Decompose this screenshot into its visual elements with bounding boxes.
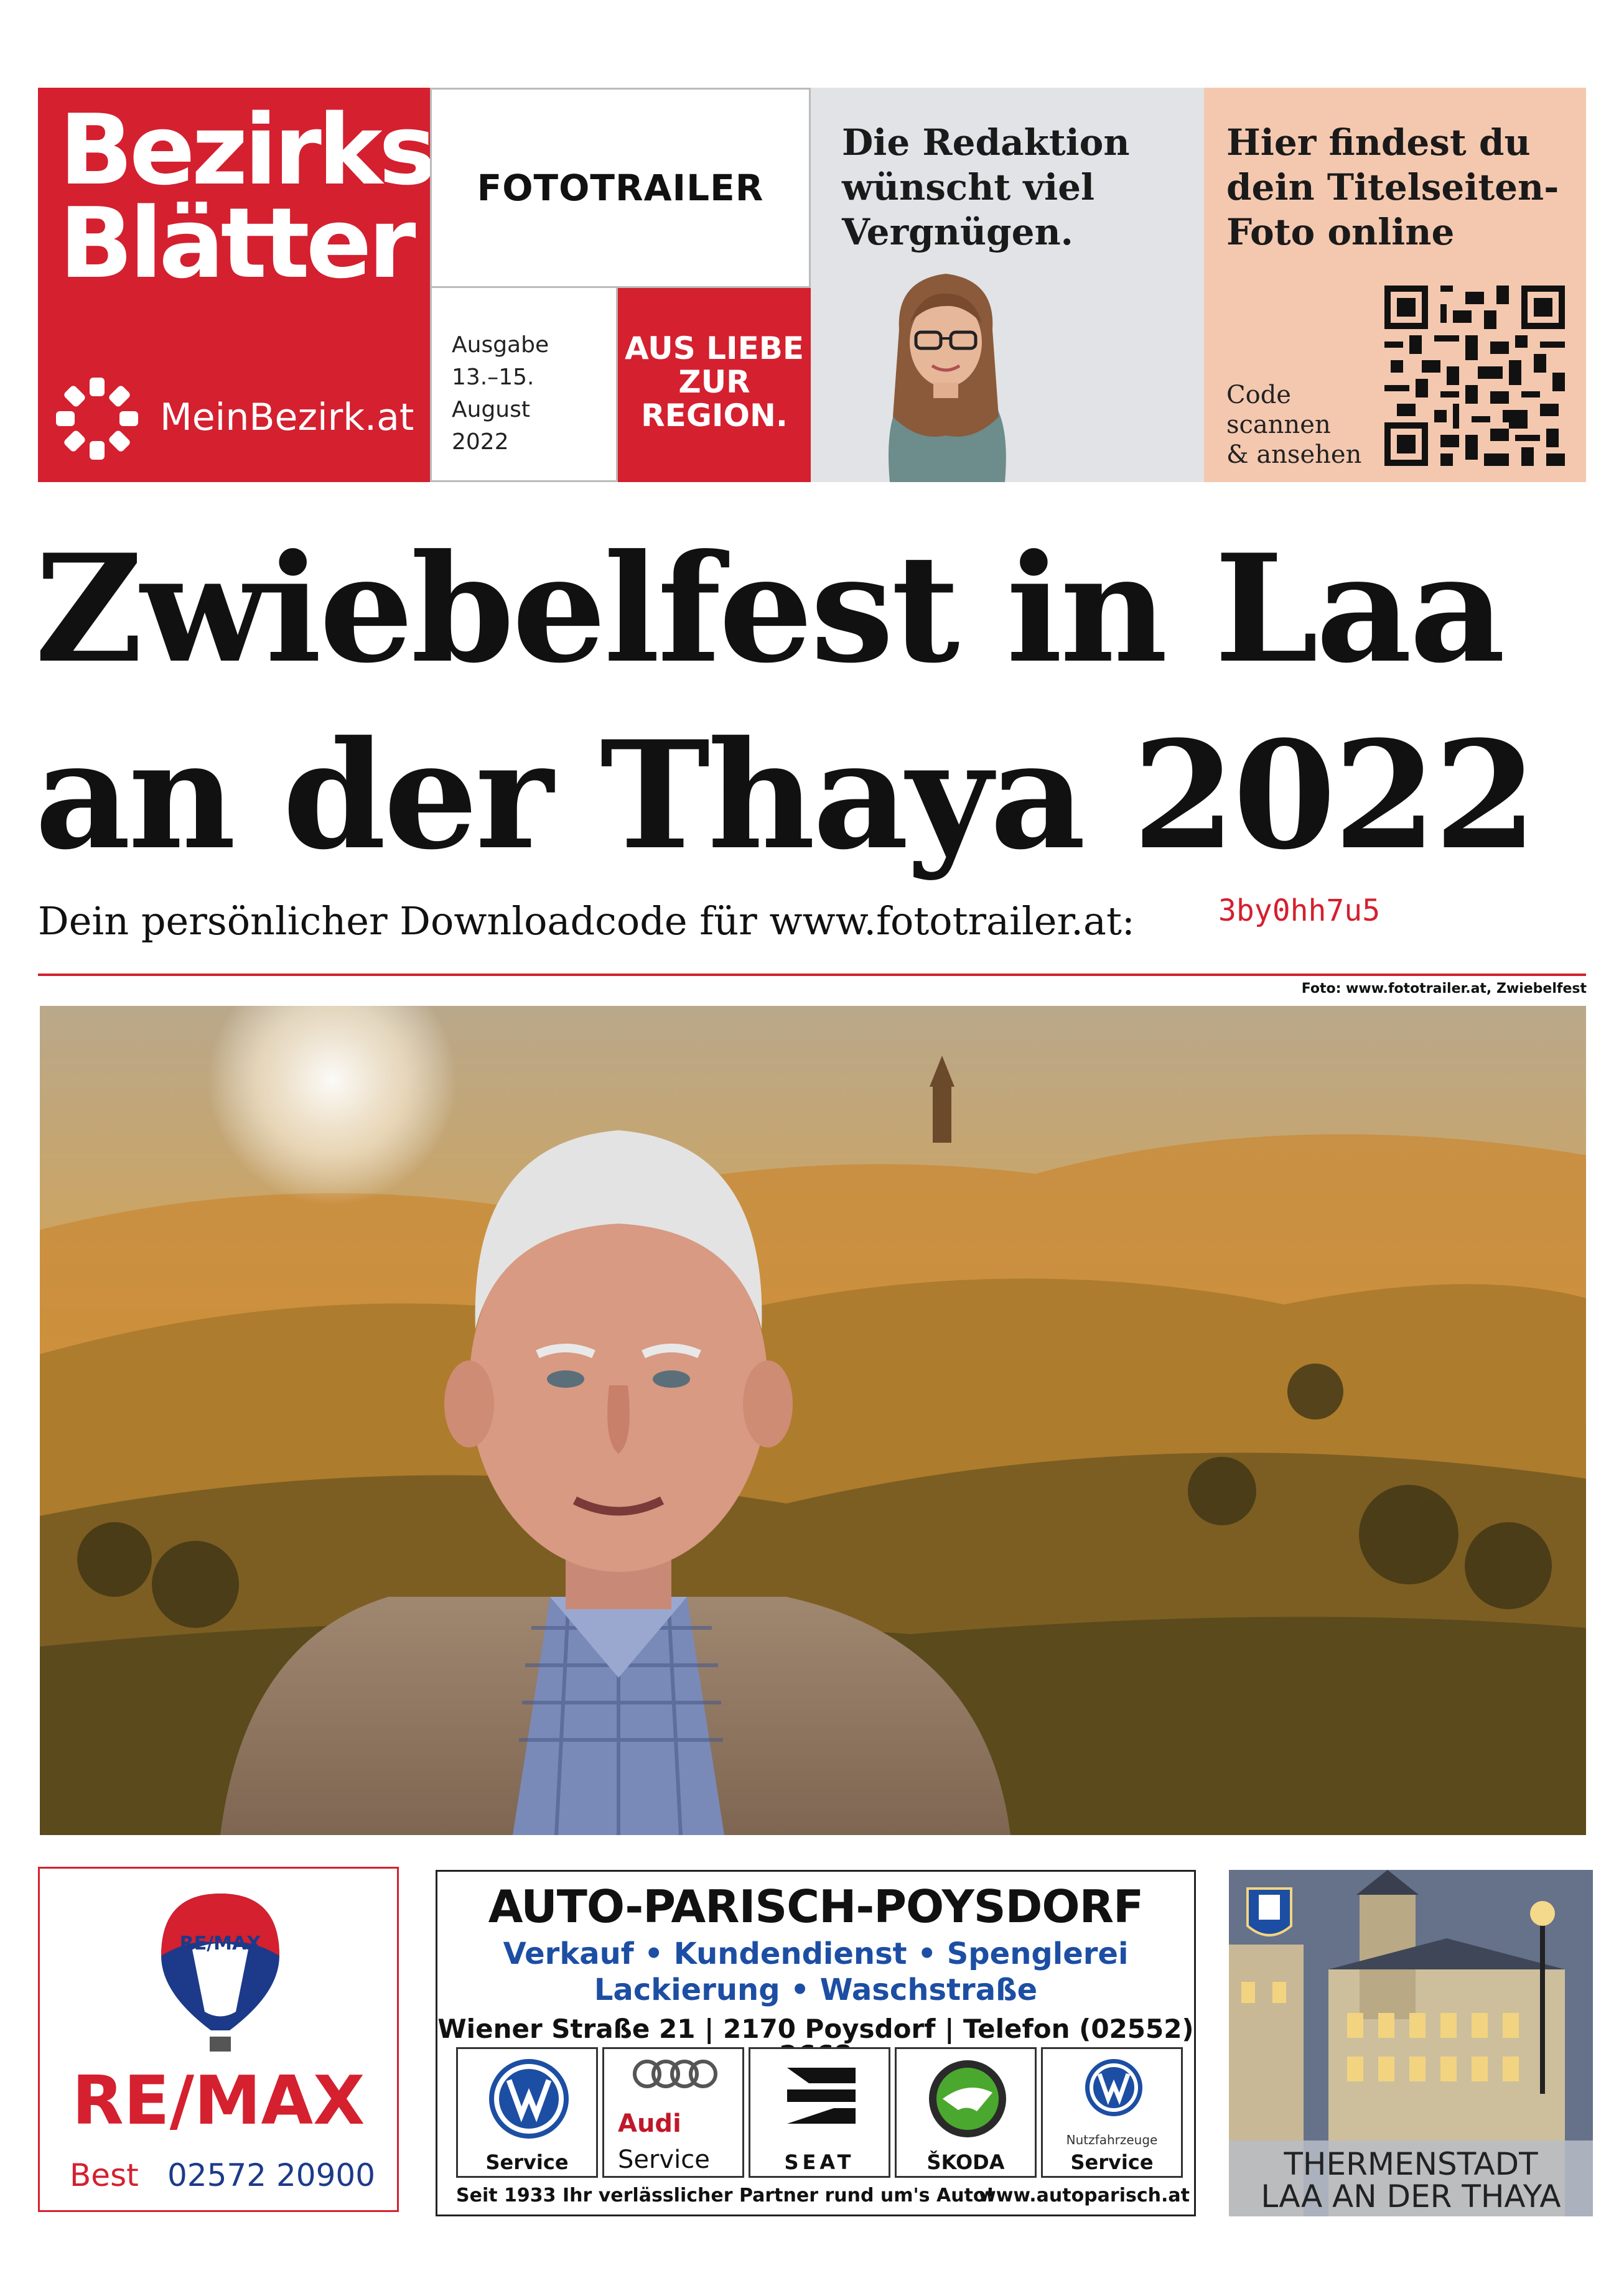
thermenstadt-ad[interactable] (1229, 1870, 1593, 2216)
skoda-icon (924, 2055, 1011, 2142)
audi-label: Service (618, 2145, 710, 2174)
vw-nutzfahrzeuge-icon (1070, 2055, 1157, 2124)
vw-nutzfahrzeuge-label: Service (1070, 2150, 1154, 2174)
qr-caption-line2: scannen (1226, 411, 1331, 439)
audi-logo-box (602, 2047, 744, 2178)
main-photo (40, 1006, 1586, 1835)
photo-credit: Foto: www.fototrailer.at, Zwiebelfest (1301, 981, 1587, 997)
vw-nutzfahrzeuge-sublabel: Nutzfahrzeuge (1066, 2132, 1158, 2147)
qr-caption-line3: & ansehen (1226, 440, 1362, 469)
town-line2: LAA AN DER THAYA (1261, 2178, 1561, 2215)
vw-nutzfahrzeuge-logo-box (1041, 2047, 1183, 2178)
remax-balloon-icon (155, 1887, 286, 2061)
remax-brand: RE/MAX (72, 2062, 365, 2140)
meinbezirk-flower-icon (54, 375, 141, 462)
remax-office: Best (70, 2157, 139, 2193)
logo-site: MeinBezirk.at (160, 396, 414, 439)
qr-caption-line1: Code (1226, 381, 1291, 409)
vw-icon (485, 2055, 572, 2142)
editor-portrait (840, 255, 1052, 482)
slogan-line3: REGION. (641, 397, 788, 434)
edition-year: 2022 (452, 429, 509, 455)
seat-icon (778, 2055, 865, 2136)
vw-logo-box (456, 2047, 598, 2178)
slogan-line2: ZUR (678, 364, 750, 400)
audi-rings-icon (632, 2055, 719, 2093)
seat-logo-box (749, 2047, 890, 2178)
auto-address: Wiener Straße 21 | 2170 Poysdorf | Telefon (02552) (437, 2014, 1194, 2044)
redaktion-line1: Die Redaktion (842, 121, 1130, 164)
skoda-label: ŠKODA (926, 2150, 1005, 2174)
headline-line1: Zwiebelfest in Laa (35, 523, 1503, 696)
redaktion-line3: Vergnügen. (842, 211, 1073, 253)
remax-ad[interactable] (38, 1867, 399, 2212)
divider (38, 974, 1586, 976)
bezirksblaetter-logo (38, 88, 433, 482)
download-code: 3by0hh7u5 (1218, 893, 1381, 928)
headline-line2: an der Thaya 2022 (35, 709, 1535, 883)
logo-line2: Blätter (59, 187, 413, 300)
qr-code-icon[interactable] (1384, 286, 1565, 466)
auto-services-line2: Lackierung • Waschstraße (594, 1973, 1038, 2007)
section-label: FOTOTRAILER (430, 88, 811, 288)
slogan-box (618, 288, 811, 482)
balloon-text: RE/MAX (179, 1933, 261, 1954)
auto-tagline: Seit 1933 Ihr verlässlicher Partner rund um's Auto! (456, 2185, 995, 2206)
redaktion-text (842, 120, 1130, 254)
edition-dates: 13.–15. August (452, 365, 534, 422)
online-panel (1204, 88, 1586, 482)
online-text (1226, 120, 1559, 254)
online-line2: dein Titelseiten- (1226, 166, 1559, 208)
vw-label: Service (485, 2150, 569, 2174)
edition-label: Ausgabe (452, 332, 549, 358)
logo-line1: Bezirks (59, 93, 433, 207)
auto-title: AUTO-PARISCH-POYSDORF (488, 1880, 1144, 1933)
remax-phone: 02572 20900 (167, 2157, 376, 2193)
skoda-logo-box (895, 2047, 1037, 2178)
download-label: Dein persönlicher Downloadcode für www.fototrailer.at: (38, 898, 1135, 944)
qr-caption (1226, 380, 1361, 470)
edition-info (430, 288, 618, 482)
online-line1: Hier findest du (1226, 121, 1531, 164)
headline (35, 516, 1590, 890)
audi-word: Audi (618, 2109, 681, 2138)
town-line1: THERMENSTADT (1284, 2146, 1538, 2182)
slogan-line1: AUS LIEBE (624, 330, 805, 366)
seat-label: SEAT (784, 2150, 855, 2174)
redaktion-line2: wünscht viel (842, 166, 1095, 208)
auto-website[interactable]: www.autoparisch.at (979, 2185, 1190, 2206)
auto-parisch-ad[interactable] (436, 1870, 1196, 2216)
online-line3: Foto online (1226, 211, 1455, 253)
auto-services-line1: Verkauf • Kundendienst • Spenglerei (503, 1936, 1129, 1971)
